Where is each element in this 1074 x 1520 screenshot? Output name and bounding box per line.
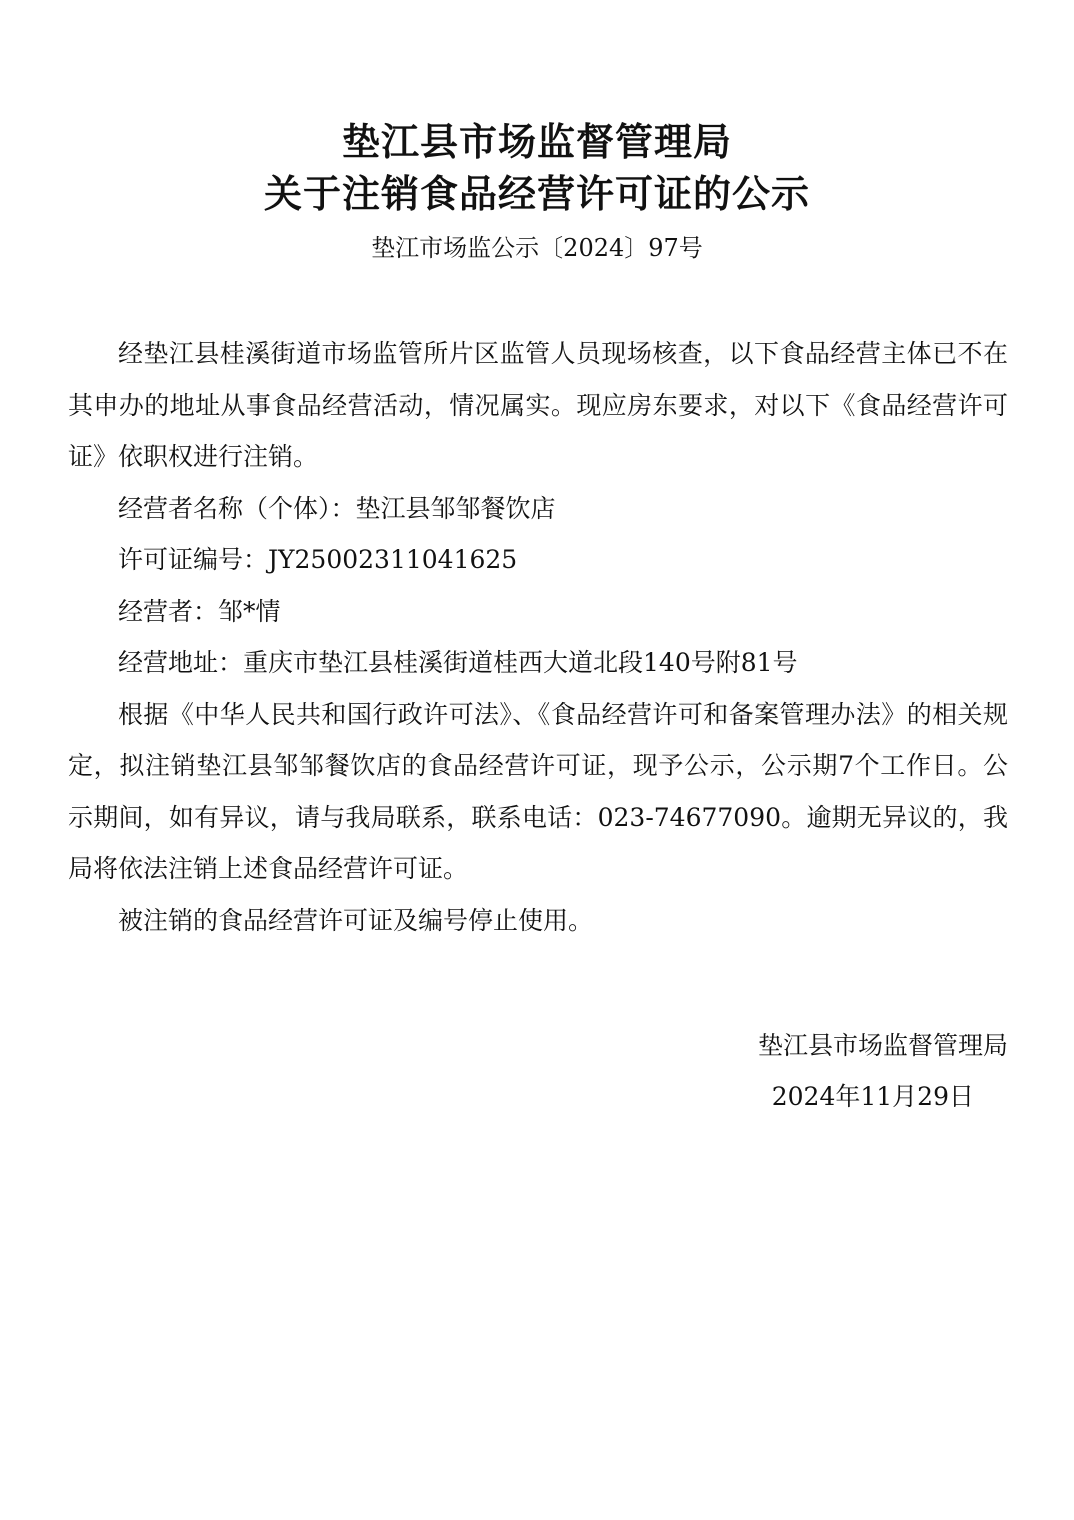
operator-line: 经营者：邹*情 <box>118 596 281 626</box>
paragraph-closing: 被注销的食品经营许可证及编号停止使用。 <box>118 905 594 935</box>
signature-organization: 垫江县市场监督管理局 <box>757 1031 1008 1060</box>
document-body <box>68 328 1008 946</box>
signature-date: 2024年11月29日 <box>771 1082 974 1111</box>
document-title-line1: 垫江县市场监督管理局 <box>341 120 732 164</box>
document-title-line2: 关于注销食品经营许可证的公示 <box>263 172 810 216</box>
business-address-line: 经营地址：重庆市垫江县桂溪街道桂西大道北段140号附81号 <box>118 648 798 677</box>
paragraph-intro: 经垫江县桂溪街道市场监管所片区监管人员现场核查，以下食品经营主体已不在其申办的地址从事食品经营活动，情况属实。现应房东要求，对以下《食品经营许可证》依职权进行注销。 <box>68 339 1008 471</box>
document-number: 垫江市场监公示〔2024〕97号 <box>371 234 703 262</box>
paragraph-legal-basis: 根据《中华人民共和国行政许可法》、《食品经营许可和备案管理办法》的相关规定，拟注销垫江县邹邹餐饮店的食品经营许可证，现予公示，公示期7个工作日。公示期间，如有异议，请与我局联系，联系电话：023-74677090。逾期无异议的，我局将依法注销上述食品经营许可证。 <box>68 699 1008 883</box>
operator-name-line: 经营者名称（个体）：垫江县邹邹餐饮店 <box>118 493 556 523</box>
license-number-line: 许可证编号：JY25002311041625 <box>118 545 518 574</box>
